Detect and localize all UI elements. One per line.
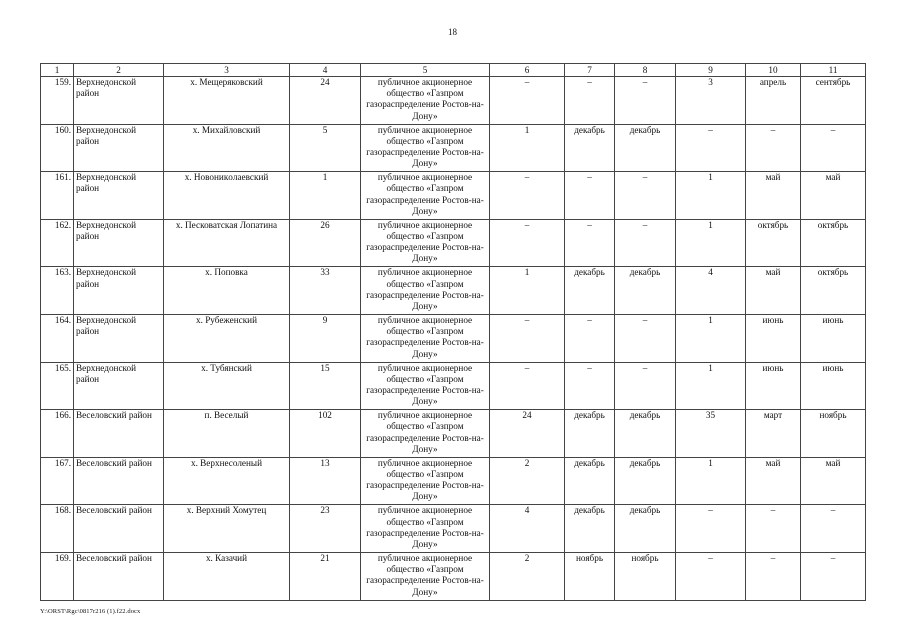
column-10-cell: октябрь: [746, 219, 801, 267]
column-8-cell: –: [615, 172, 676, 220]
column-10-cell: июнь: [746, 314, 801, 362]
column-10-cell: апрель: [746, 77, 801, 125]
organization-cell: публичное акционерное общество «Газпром газораспределение Ростов-на-Дону»: [361, 267, 490, 315]
column-7-cell: –: [565, 362, 615, 410]
column-8-cell: –: [615, 362, 676, 410]
column-10-cell: –: [746, 552, 801, 600]
settlement-cell: х. Рубеженский: [164, 314, 290, 362]
row-number-cell: 163.: [41, 267, 74, 315]
column-header: 4: [290, 64, 361, 77]
column-8-cell: –: [615, 314, 676, 362]
column-10-cell: май: [746, 457, 801, 505]
settlement-cell: х. Новоникoлаевский: [164, 172, 290, 220]
column-7-cell: декабрь: [565, 267, 615, 315]
column-header: 10: [746, 64, 801, 77]
file-path-footer: Y:\ORST\Rgc\0817r216 (1).f22.docx: [40, 608, 141, 615]
row-number-cell: 165.: [41, 362, 74, 410]
column-6-cell: 1: [490, 267, 565, 315]
settlement-cell: х. Мещеряковский: [164, 77, 290, 125]
column-4-cell: 5: [290, 124, 361, 172]
organization-cell: публичное акционерное общество «Газпром газораспределение Ростов-на-Дону»: [361, 172, 490, 220]
column-8-cell: –: [615, 77, 676, 125]
column-header: 1: [41, 64, 74, 77]
organization-cell: публичное акционерное общество «Газпром газораспределение Ростов-на-Дону»: [361, 505, 490, 553]
district-cell: Верхнедонской район: [74, 267, 164, 315]
district-cell: Веселовский район: [74, 410, 164, 458]
column-6-cell: 4: [490, 505, 565, 553]
column-4-cell: 102: [290, 410, 361, 458]
column-9-cell: 1: [676, 314, 746, 362]
district-cell: Верхнедонской район: [74, 124, 164, 172]
column-7-cell: декабрь: [565, 457, 615, 505]
district-cell: Верхнедонской район: [74, 77, 164, 125]
column-7-cell: –: [565, 314, 615, 362]
table-row: [41, 552, 866, 600]
column-4-cell: 23: [290, 505, 361, 553]
district-cell: Веселовский район: [74, 505, 164, 553]
row-number-cell: 166.: [41, 410, 74, 458]
row-number-cell: 159.: [41, 77, 74, 125]
column-7-cell: –: [565, 77, 615, 125]
column-8-cell: –: [615, 219, 676, 267]
settlement-cell: х. Песковатская Лопатина: [164, 219, 290, 267]
column-6-cell: –: [490, 362, 565, 410]
row-number-cell: 160.: [41, 124, 74, 172]
column-4-cell: 15: [290, 362, 361, 410]
column-9-cell: 35: [676, 410, 746, 458]
column-6-cell: –: [490, 314, 565, 362]
column-10-cell: –: [746, 505, 801, 553]
table-row: [41, 267, 866, 315]
column-9-cell: –: [676, 552, 746, 600]
column-6-cell: –: [490, 172, 565, 220]
column-header: 3: [164, 64, 290, 77]
settlement-cell: х. Тубянский: [164, 362, 290, 410]
column-8-cell: ноябрь: [615, 552, 676, 600]
column-header: 6: [490, 64, 565, 77]
table-row: [41, 410, 866, 458]
column-7-cell: декабрь: [565, 410, 615, 458]
row-number-cell: 169.: [41, 552, 74, 600]
column-9-cell: 1: [676, 172, 746, 220]
column-11-cell: июнь: [801, 362, 866, 410]
table-row: [41, 219, 866, 267]
district-cell: Верхнедонской район: [74, 362, 164, 410]
column-header: 9: [676, 64, 746, 77]
column-11-cell: сентябрь: [801, 77, 866, 125]
organization-cell: публичное акционерное общество «Газпром газораспределение Ростов-на-Дону»: [361, 124, 490, 172]
organization-cell: публичное акционерное общество «Газпром газораспределение Ростов-на-Дону»: [361, 552, 490, 600]
column-11-cell: октябрь: [801, 219, 866, 267]
column-7-cell: декабрь: [565, 505, 615, 553]
column-11-cell: май: [801, 172, 866, 220]
column-6-cell: –: [490, 219, 565, 267]
column-8-cell: декабрь: [615, 505, 676, 553]
column-9-cell: 1: [676, 219, 746, 267]
column-4-cell: 24: [290, 77, 361, 125]
organization-cell: публичное акционерное общество «Газпром газораспределение Ростов-на-Дону»: [361, 362, 490, 410]
settlement-cell: х. Казачий: [164, 552, 290, 600]
column-6-cell: 2: [490, 552, 565, 600]
row-number-cell: 162.: [41, 219, 74, 267]
column-9-cell: –: [676, 505, 746, 553]
settlement-cell: п. Веселый: [164, 410, 290, 458]
table-row: [41, 505, 866, 553]
district-cell: Верхнедонской район: [74, 314, 164, 362]
column-10-cell: март: [746, 410, 801, 458]
column-11-cell: октябрь: [801, 267, 866, 315]
column-11-cell: –: [801, 505, 866, 553]
column-8-cell: декабрь: [615, 124, 676, 172]
column-header: 2: [74, 64, 164, 77]
header-row: [41, 64, 866, 77]
row-number-cell: 168.: [41, 505, 74, 553]
column-9-cell: –: [676, 124, 746, 172]
row-number-cell: 161.: [41, 172, 74, 220]
table-body: [41, 77, 866, 601]
column-header: 11: [801, 64, 866, 77]
row-number-cell: 164.: [41, 314, 74, 362]
column-10-cell: май: [746, 172, 801, 220]
column-4-cell: 13: [290, 457, 361, 505]
column-6-cell: 2: [490, 457, 565, 505]
settlement-cell: х. Михайловский: [164, 124, 290, 172]
table-row: [41, 124, 866, 172]
column-8-cell: декабрь: [615, 457, 676, 505]
organization-cell: публичное акционерное общество «Газпром газораспределение Ростов-на-Дону»: [361, 219, 490, 267]
column-7-cell: ноябрь: [565, 552, 615, 600]
column-4-cell: 33: [290, 267, 361, 315]
settlement-cell: х. Верхнесоленый: [164, 457, 290, 505]
column-7-cell: –: [565, 219, 615, 267]
column-header: 7: [565, 64, 615, 77]
column-11-cell: ноябрь: [801, 410, 866, 458]
column-4-cell: 26: [290, 219, 361, 267]
data-table: [40, 63, 866, 601]
settlement-cell: х. Поповка: [164, 267, 290, 315]
column-10-cell: май: [746, 267, 801, 315]
column-6-cell: 1: [490, 124, 565, 172]
column-6-cell: 24: [490, 410, 565, 458]
table-row: [41, 362, 866, 410]
column-8-cell: декабрь: [615, 410, 676, 458]
column-9-cell: 1: [676, 457, 746, 505]
organization-cell: публичное акционерное общество «Газпром газораспределение Ростов-на-Дону»: [361, 410, 490, 458]
column-10-cell: июнь: [746, 362, 801, 410]
column-4-cell: 9: [290, 314, 361, 362]
column-9-cell: 1: [676, 362, 746, 410]
column-header: 8: [615, 64, 676, 77]
row-number-cell: 167.: [41, 457, 74, 505]
organization-cell: публичное акционерное общество «Газпром газораспределение Ростов-на-Дону»: [361, 314, 490, 362]
settlement-cell: х. Верхний Хомутец: [164, 505, 290, 553]
table-row: [41, 457, 866, 505]
column-7-cell: –: [565, 172, 615, 220]
column-11-cell: –: [801, 124, 866, 172]
organization-cell: публичное акционерное общество «Газпром газораспределение Ростов-на-Дону»: [361, 77, 490, 125]
column-header: 5: [361, 64, 490, 77]
table-row: [41, 314, 866, 362]
district-cell: Верхнедонской район: [74, 219, 164, 267]
column-9-cell: 4: [676, 267, 746, 315]
column-7-cell: декабрь: [565, 124, 615, 172]
column-9-cell: 3: [676, 77, 746, 125]
organization-cell: публичное акционерное общество «Газпром газораспределение Ростов-на-Дону»: [361, 457, 490, 505]
column-10-cell: –: [746, 124, 801, 172]
district-cell: Веселовский район: [74, 457, 164, 505]
column-11-cell: май: [801, 457, 866, 505]
column-11-cell: –: [801, 552, 866, 600]
district-cell: Верхнедонской район: [74, 172, 164, 220]
table-row: [41, 172, 866, 220]
page-number: 18: [448, 27, 457, 37]
column-6-cell: –: [490, 77, 565, 125]
column-4-cell: 21: [290, 552, 361, 600]
table-row: [41, 77, 866, 125]
column-11-cell: июнь: [801, 314, 866, 362]
district-cell: Веселовский район: [74, 552, 164, 600]
column-8-cell: декабрь: [615, 267, 676, 315]
column-4-cell: 1: [290, 172, 361, 220]
